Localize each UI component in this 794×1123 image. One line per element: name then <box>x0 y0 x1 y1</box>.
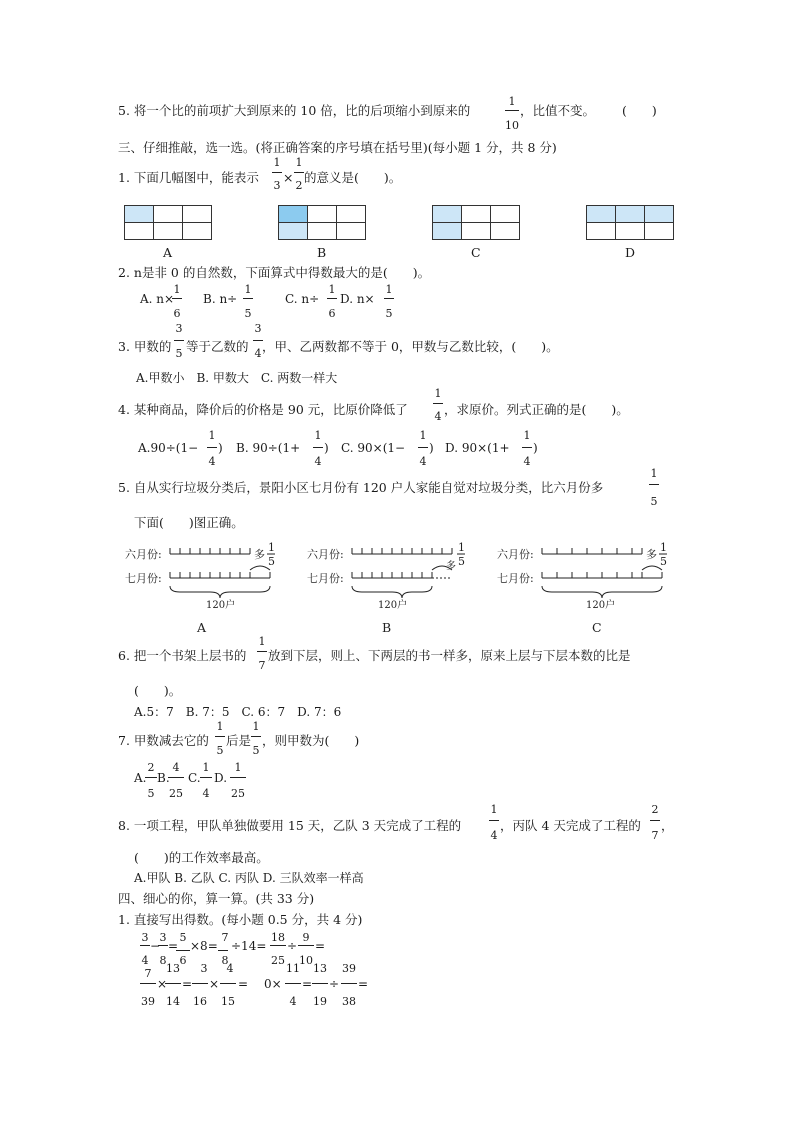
fraction-bar <box>313 447 323 448</box>
q7-option-b[interactable]: B. <box>157 771 170 785</box>
grid-label-c: C <box>471 245 481 260</box>
fraction-denominator: 7 <box>258 659 266 672</box>
fraction-numerator: 1 <box>508 95 516 108</box>
fraction-numerator: 1 <box>216 720 224 733</box>
fraction-numerator: 7 <box>144 967 152 980</box>
fraction-denominator: 5 <box>252 744 260 757</box>
fraction-numerator: 1 <box>490 803 498 816</box>
fraction-bar <box>215 736 225 737</box>
june-label: 六月份: <box>497 548 534 561</box>
grid-label-d: D <box>625 245 636 260</box>
times-sign: × <box>283 170 294 185</box>
fraction-numerator: 1 <box>173 283 181 296</box>
fraction-bar <box>341 983 357 984</box>
fraction-denominator: 4 <box>289 995 297 1008</box>
q4-paren: ) <box>533 441 538 455</box>
fraction-denominator: 8 <box>221 954 229 967</box>
fraction-denominator: 15 <box>221 995 235 1008</box>
total-label: 120户 <box>206 600 236 611</box>
q4-option-c[interactable]: C. 90×(1− <box>341 441 406 455</box>
grid-option-d[interactable] <box>586 205 674 240</box>
diagram-option-b <box>307 541 465 635</box>
fraction-numerator: 4 <box>226 962 234 975</box>
fraction-bar <box>200 777 212 778</box>
fraction-bar <box>174 340 184 341</box>
equals-sign: = <box>358 977 369 991</box>
fraction-numerator: 13 <box>166 962 180 975</box>
fraction-bar <box>327 298 337 299</box>
s2-question-5: 5. 将一个比的前项扩大到原来的 10 倍，比的后项缩小到原来的 <box>118 103 471 118</box>
divide-sign: ÷ <box>329 977 340 991</box>
q2-option-d[interactable]: D. n× <box>340 292 375 306</box>
s3-q8-line2: ( )的工作效率最高。 <box>134 850 269 865</box>
section-3-heading: 三、仔细推敲，选一选。(将正确答案的序号填在括号里)(每小题 1 分，共 8 分) <box>118 140 557 155</box>
fraction-numerator: 3 <box>254 322 262 335</box>
segment-diagrams <box>0 540 794 640</box>
fraction-bar <box>312 983 328 984</box>
fraction-bar <box>433 403 443 404</box>
fraction-bar <box>257 651 267 652</box>
fraction-numerator: 4 <box>172 761 180 774</box>
s3-q4-stem-tail: ，求原价。列式正确的是( )。 <box>444 402 629 417</box>
zero-times: 0× <box>264 977 282 991</box>
fraction-numerator: 3 <box>200 962 208 975</box>
fraction-bar <box>650 820 660 821</box>
times-sign: × <box>209 977 220 991</box>
fraction-denominator: 4 <box>490 829 498 842</box>
s3-q8-stem-c: ， <box>661 818 674 833</box>
diagram-option-c <box>497 541 667 635</box>
s3-q8-stem-b: ，丙队 4 天完成了工程的 <box>500 818 641 833</box>
fraction-denominator: 4 <box>434 410 442 423</box>
equals-sign: = <box>168 939 179 953</box>
fraction-bar <box>505 110 519 111</box>
more-label: 多 <box>446 561 456 572</box>
q4-option-a[interactable]: A.90÷(1− <box>138 441 199 455</box>
divide-sign: ÷ <box>287 939 298 953</box>
fraction-numerator: 1 <box>252 720 260 733</box>
q8-options[interactable]: A.甲队 B. 乙队 C. 丙队 D. 三队效率一样高 <box>134 871 364 885</box>
fraction-numerator: 1 <box>202 761 210 774</box>
diagram-label-c: C <box>592 620 602 635</box>
fraction-denominator: 4 <box>523 455 531 468</box>
fraction-denominator: 8 <box>159 954 167 967</box>
fraction-bar <box>243 298 253 299</box>
fraction-numerator: 1 <box>208 429 216 442</box>
july-label: 七月份: <box>125 572 162 585</box>
fraction-denominator: 39 <box>141 995 155 1008</box>
total-label: 120户 <box>378 600 408 611</box>
q2-option-a[interactable]: A. n× <box>140 292 175 306</box>
s3-q6-stem-a: 6. 把一个书架上层书的 <box>118 648 247 663</box>
fraction-denominator: 4 <box>419 455 427 468</box>
fraction-numerator: 1 <box>385 283 393 296</box>
fraction-bar <box>220 983 236 984</box>
s3-q1-tail: 的意义是( )。 <box>304 170 402 185</box>
fraction-bar <box>165 983 181 984</box>
q7-option-c[interactable]: C. <box>188 771 201 785</box>
equals-sign: = <box>302 977 313 991</box>
fraction-denominator: 14 <box>166 995 180 1008</box>
fraction-numerator: 1 <box>434 387 442 400</box>
grid-label-b: B <box>317 245 327 260</box>
s3-q5-line2: 下面( )图正确。 <box>134 515 244 530</box>
fraction-bar <box>145 777 157 778</box>
s3-q7-stem-a: 7. 甲数减去它的 <box>118 733 209 748</box>
answer-paren[interactable]: ( ) <box>622 103 657 118</box>
fraction-bar <box>251 736 261 737</box>
q3-options[interactable]: A.甲数小 B. 甲数大 C. 两数一样大 <box>136 371 338 385</box>
q4-paren: ) <box>218 441 223 455</box>
times-sign: × <box>157 977 168 991</box>
more-label: 多 <box>254 548 265 561</box>
s3-q6-stem-b: 放到下层，则上、下两层的书一样多，原来上层与下层本数的比是 <box>268 648 631 663</box>
fraction-denominator: 10 <box>505 119 519 132</box>
fraction-bar <box>140 983 156 984</box>
grid-label-a: A <box>163 245 173 260</box>
fraction-denominator: 25 <box>231 787 245 800</box>
fraction-bar <box>418 447 428 448</box>
fraction-numerator: 11 <box>286 962 300 975</box>
fraction-numerator: 3 <box>141 931 149 944</box>
fraction-denominator: 25 <box>271 954 285 967</box>
minus-sign: − <box>150 939 161 953</box>
q7-option-d[interactable]: D. <box>214 771 228 785</box>
fraction-numerator: 1 <box>258 635 266 648</box>
fraction-denominator: 4 <box>202 787 210 800</box>
q4-option-b[interactable]: B. 90÷(1+ <box>236 441 301 455</box>
q2-option-b[interactable]: B. n÷ <box>203 292 238 306</box>
s2-question-5-tail: ，比值不变。 <box>520 103 596 118</box>
fraction-bar <box>168 777 184 778</box>
fraction-numerator: 1 <box>650 467 658 480</box>
fraction-denominator: 6 <box>179 954 187 967</box>
fraction-bar <box>230 777 246 778</box>
fraction-denominator: 5 <box>660 555 667 568</box>
s3-q3-stem-a: 3. 甲数的 <box>118 339 172 354</box>
fraction-numerator: 2 <box>147 761 155 774</box>
fraction-denominator: 4 <box>141 954 149 967</box>
fraction-bar <box>158 945 168 946</box>
fraction-bar <box>272 172 282 173</box>
fraction-bar <box>649 484 659 485</box>
diagram-label-a: A <box>197 620 207 635</box>
equals-sign: = <box>238 977 249 991</box>
fraction-denominator: 10 <box>299 954 313 967</box>
fraction-numerator: 1 <box>268 541 275 554</box>
fraction-bar <box>489 820 499 821</box>
fraction-numerator: 39 <box>342 962 356 975</box>
fraction-bar <box>270 945 286 946</box>
fraction-denominator: 7 <box>651 829 659 842</box>
q6-options[interactable]: A.5：7 B. 7：5 C. 6：7 D. 7：6 <box>134 705 342 719</box>
equals-sign: = <box>182 977 193 991</box>
q2-option-c[interactable]: C. n÷ <box>285 292 320 306</box>
fraction-denominator: 5 <box>175 347 183 360</box>
fraction-bar <box>207 447 217 448</box>
fraction-numerator: 1 <box>419 429 427 442</box>
q4-option-d[interactable]: D. 90×(1+ <box>445 441 510 455</box>
total-label: 120户 <box>586 600 616 611</box>
fraction-bar <box>140 945 150 946</box>
fraction-numerator: 3 <box>175 322 183 335</box>
fraction-denominator: 5 <box>244 307 252 320</box>
section-4-heading: 四、细心的你，算一算。(共 33 分) <box>118 891 315 906</box>
s3-q6-paren[interactable]: ( )。 <box>134 683 182 698</box>
fraction-denominator: 6 <box>173 307 181 320</box>
fraction-bar <box>384 298 394 299</box>
diagram-option-a <box>125 541 275 635</box>
fraction-denominator: 38 <box>342 995 356 1008</box>
fraction-denominator: 25 <box>169 787 183 800</box>
fraction-denominator: 6 <box>328 307 336 320</box>
fraction-numerator: 1 <box>244 283 252 296</box>
s3-q7-stem-b: 后是 <box>226 733 252 748</box>
fraction-denominator: 5 <box>650 495 658 508</box>
s3-q3-stem-c: ，甲、乙两数都不等于 0，甲数与乙数比较，( )。 <box>262 339 559 354</box>
fraction-bar <box>192 983 208 984</box>
answer-blank[interactable] <box>218 950 228 951</box>
fraction-denominator: 16 <box>193 995 207 1008</box>
fraction-numerator: 5 <box>179 931 187 944</box>
fraction-numerator: 2 <box>651 803 659 816</box>
fraction-numerator: 1 <box>523 429 531 442</box>
fraction-numerator: 1 <box>458 541 465 554</box>
fraction-numerator: 1 <box>273 156 281 169</box>
times-eight: ×8= <box>190 939 218 953</box>
fraction-numerator: 7 <box>221 931 229 944</box>
fraction-numerator: 1 <box>295 156 303 169</box>
fraction-numerator: 18 <box>271 931 285 944</box>
fraction-denominator: 5 <box>216 744 224 757</box>
fraction-denominator: 5 <box>268 555 275 568</box>
fraction-bar <box>522 447 532 448</box>
s3-q8-stem-a: 8. 一项工程，甲队单独做要用 15 天，乙队 3 天完成了工程的 <box>118 818 462 833</box>
fraction-denominator: 19 <box>313 995 327 1008</box>
june-label: 六月份: <box>125 548 162 561</box>
fraction-denominator: 3 <box>273 179 281 192</box>
grid-option-c[interactable] <box>432 205 520 240</box>
july-label: 七月份: <box>497 572 534 585</box>
fraction-bar <box>294 172 304 173</box>
diagram-label-b: B <box>382 620 392 635</box>
grid-option-a[interactable] <box>124 205 212 240</box>
fraction-numerator: 1 <box>328 283 336 296</box>
q4-paren: ) <box>429 441 434 455</box>
s4-q1: 1. 直接写出得数。(每小题 0.5 分，共 4 分) <box>118 912 363 927</box>
answer-blank[interactable] <box>176 950 190 951</box>
fraction-bar <box>298 945 314 946</box>
divide-fourteen: ÷14= <box>231 939 267 953</box>
fraction-denominator: 5 <box>458 555 465 568</box>
s3-q5-stem: 5. 自从实行垃圾分类后，景阳小区七月份有 120 户人家能自觉对垃圾分类，比六月份多 <box>118 480 604 495</box>
equals-sign: = <box>315 939 326 953</box>
fraction-numerator: 1 <box>314 429 322 442</box>
grid-option-b[interactable] <box>278 205 366 240</box>
fraction-bar <box>172 298 182 299</box>
june-label: 六月份: <box>307 548 344 561</box>
fraction-bar <box>285 983 301 984</box>
fraction-numerator: 1 <box>234 761 242 774</box>
fraction-numerator: 9 <box>302 931 310 944</box>
s3-q2-stem: 2. n是非 0 的自然数，下面算式中得数最大的是( )。 <box>118 265 431 280</box>
fraction-numerator: 3 <box>159 931 167 944</box>
fraction-denominator: 5 <box>147 787 155 800</box>
s3-q3-stem-b: 等于乙数的 <box>186 339 249 354</box>
s3-q1-lead: 1. 下面几幅图中，能表示 <box>118 170 259 185</box>
fraction-numerator: 1 <box>660 541 667 554</box>
fraction-denominator: 2 <box>295 179 303 192</box>
fraction-denominator: 4 <box>208 455 216 468</box>
fraction-denominator: 5 <box>385 307 393 320</box>
more-label: 多 <box>646 548 657 561</box>
q4-paren: ) <box>324 441 329 455</box>
fraction-denominator: 4 <box>314 455 322 468</box>
q7-option-a[interactable]: A. <box>134 771 147 785</box>
s3-q4-stem: 4. 某种商品，降价后的价格是 90 元，比原价降低了 <box>118 402 408 417</box>
july-label: 七月份: <box>307 572 344 585</box>
s3-q7-stem-c: ，则甲数为( ) <box>262 733 360 748</box>
fraction-numerator: 13 <box>313 962 327 975</box>
fraction-denominator: 4 <box>254 347 262 360</box>
